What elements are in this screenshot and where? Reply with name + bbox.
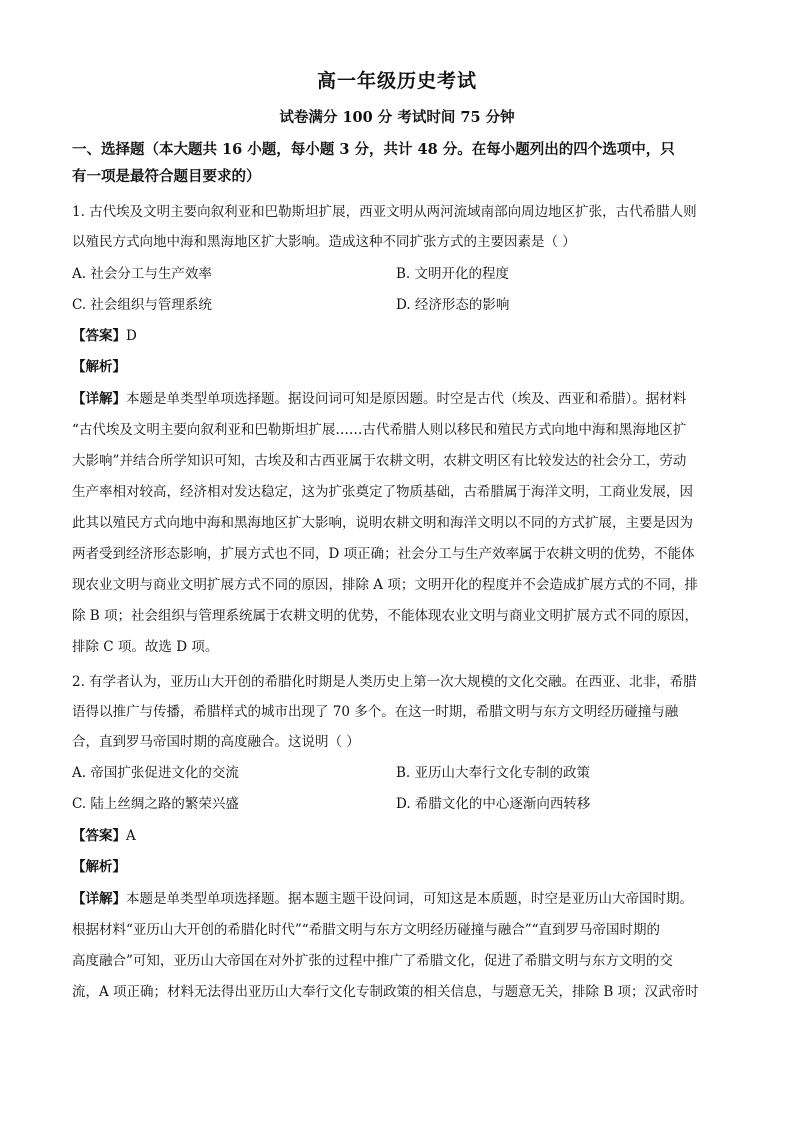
question-1-analysis-tag: 【解析】	[72, 359, 126, 375]
question-1-detail-line-5: 此其以殖民方式向地中海和黑海地区扩大影响，说明农耕文明和海洋文明以不同的方式扩展，主要是因为	[72, 515, 693, 531]
question-1-option-c: C. 社会组织与管理系统	[72, 297, 212, 313]
question-1-option-d: D. 经济形态的影响	[396, 297, 510, 313]
question-2-option-b: B. 亚历山大奉行文化专制的政策	[396, 765, 591, 781]
detail-tag: 【详解】	[72, 891, 126, 907]
question-1-detail-line-3: 大影响”并结合所学知识可知，古埃及和古西亚属于农耕文明，农耕文明区有比较发达的社会分工，劳动	[72, 453, 687, 469]
question-2-detail-line-1	[72, 889, 732, 909]
answer-tag: 【答案】	[72, 328, 126, 344]
question-1-detail-line-4: 生产率相对较高，经济相对发达稳定，这为扩张奠定了物质基础，古希腊属于海洋文明，工商业发展，因	[72, 484, 693, 500]
question-2-stem-line-3: 合，直到罗马帝国时期的高度融合。这说明（ ）	[72, 734, 360, 750]
question-1-detail-line-6: 两者受到经济形态影响，扩展方式也不同，D 项正确；社会分工与生产效率属于农耕文明的优势，不能体	[72, 546, 695, 562]
question-1-detail-line-7: 现农业文明与商业文明扩展方式不同的原因，排除 A 项；文明开化的程度并不会造成扩展方式的不同，排	[72, 577, 698, 593]
detail-text: 本题是单类型单项选择题。据本题主题干设问词，可知这是本质题，时空是亚历山大帝国时期。	[126, 891, 693, 907]
question-1-detail-line-8: 除 B 项；社会组织与管理系统属于农耕文明的优势，不能体现农业文明与商业文明扩展方式不同的原因，	[72, 608, 699, 624]
question-2-stem-line-2: 语得以推广与传播，希腊样式的城市出现了 70 多个。在这一时期，希腊文明与东方文明经历碰撞与融	[72, 704, 679, 720]
page-title: 高一年级历史考试	[316, 70, 477, 92]
question-1-stem-line-2: 以殖民方式向地中海和黑海地区扩大影响。造成这种不同扩张方式的主要因素是（ ）	[72, 234, 576, 250]
question-1-option-a: A. 社会分工与生产效率	[72, 266, 212, 282]
answer-value: A	[126, 828, 136, 844]
section-heading-line-1: 一、选择题（本大题共 16 小题，每小题 3 分，共计 48 分。在每小题列出的四个选项中，只	[72, 141, 675, 158]
question-2-option-a: A. 帝国扩张促进文化的交流	[72, 765, 239, 781]
question-1-detail-line-2: “古代埃及文明主要向叙利亚和巴勒斯坦扩展……古代希腊人则以移民和殖民方式向地中海和黑海地区扩	[72, 422, 687, 438]
question-1-stem-line-1: 1. 古代埃及文明主要向叙利亚和巴勒斯坦扩展，西亚文明从两河流域南部向周边地区扩张，古代希腊人则	[72, 204, 697, 220]
question-2-detail-line-3: 高度融合”可知，亚历山大帝国在对外扩张的过程中推广了希腊文化，促进了希腊文明与东方文明的交	[72, 953, 673, 969]
question-2-option-d: D. 希腊文化的中心逐渐向西转移	[396, 796, 591, 812]
answer-tag: 【答案】	[72, 828, 126, 844]
detail-text: 本题是单类型单项选择题。据设问词可知是原因题。时空是古代（埃及、西亚和希腊）。据材料	[126, 391, 687, 407]
answer-value: D	[126, 328, 137, 344]
question-1-detail-line-9: 排除 C 项。故选 D 项。	[72, 639, 219, 655]
question-2-analysis-tag: 【解析】	[72, 859, 126, 875]
question-2-answer	[72, 826, 732, 846]
question-1-detail-line-1	[72, 389, 732, 409]
exam-info: 试卷满分 100 分 考试时间 75 分钟	[279, 109, 515, 126]
question-2-option-c: C. 陆上丝绸之路的繁荣兴盛	[72, 796, 239, 812]
question-1-option-b: B. 文明开化的程度	[396, 266, 510, 282]
question-1-answer	[72, 326, 732, 346]
section-heading-line-2: 有一项是最符合题目要求的）	[72, 168, 261, 185]
detail-tag: 【详解】	[72, 391, 126, 407]
question-2-stem-line-1: 2. 有学者认为，亚历山大开创的希腊化时期是人类历史上第一次大规模的文化交融。在西亚、北非，希腊	[72, 674, 697, 690]
question-2-detail-line-2: 根据材料“亚历山大开创的希腊化时代”“希腊文明与东方文明经历碰撞与融合”“直到罗马帝国时期的	[72, 922, 661, 938]
question-2-detail-line-4: 流，A 项正确；材料无法得出亚历山大奉行文化专制政策的相关信息，与题意无关，排除 B 项；汉武帝时	[72, 984, 699, 1000]
